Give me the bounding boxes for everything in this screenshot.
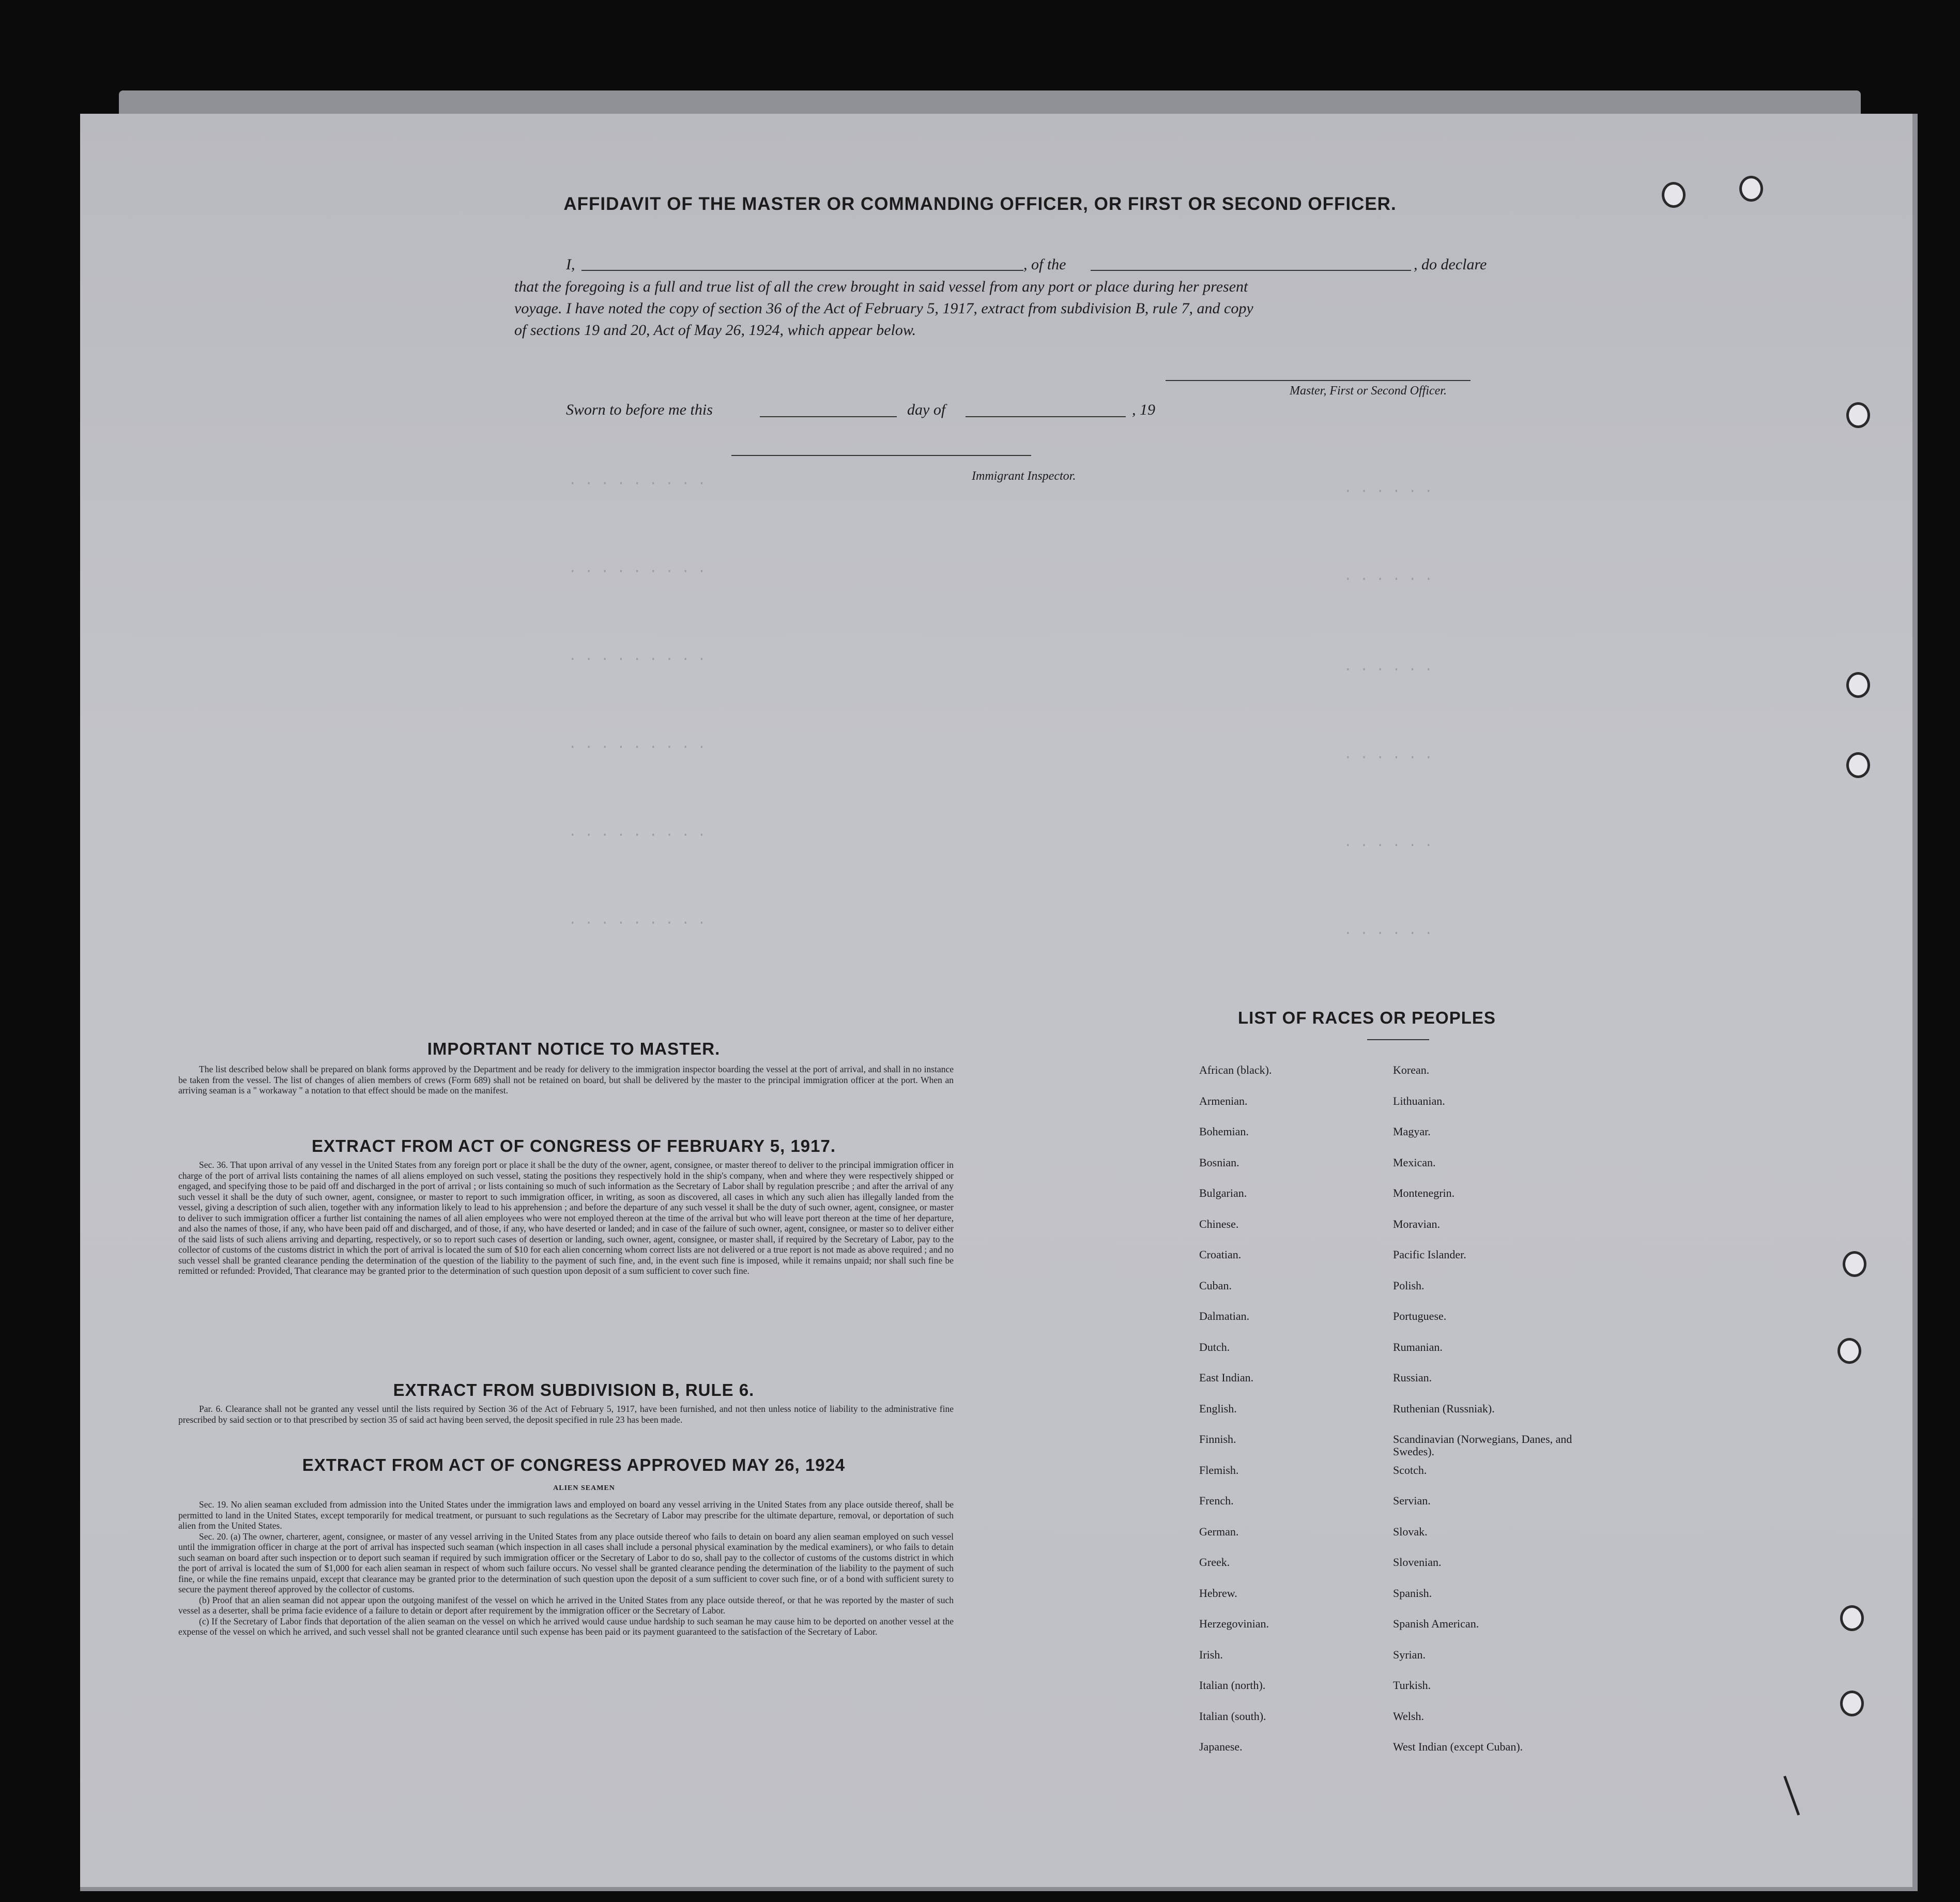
race-item: Bulgarian. [1199,1186,1247,1199]
affidavit-title: AFFIDAVIT OF THE MASTER OR COMMANDING OFFICER, OR FIRST OR SECOND OFFICER. [563,194,1397,214]
race-item: Portuguese. [1393,1310,1447,1322]
races-list-left [1199,1064,1396,1772]
vessel-name-field[interactable] [1091,270,1411,271]
race-item: Dalmatian. [1199,1310,1250,1322]
affidavit-line-2: that the foregoing is a full and true list of all the crew brought in said vessel from any port or place during her present [514,278,1248,295]
race-item: Russian. [1393,1371,1432,1384]
sec20b-paragraph: (b) Proof that an alien seaman did not appear upon the outgoing manifest of the vessel on which he arrived in the United States from any place outside thereof, or that he was reported by the master of such vessel as a deserter, shall be prima facie evidence of a failure to detain or deport after requirement by the immigration officer or the Secretary of Labor. [178,1594,954,1616]
sworn-month-field[interactable] [966,416,1126,417]
race-item: Montenegrin. [1393,1186,1455,1199]
race-item: Scandinavian (Norwegians, Danes, and Swedes). [1393,1433,1572,1458]
race-item: Slovak. [1393,1525,1428,1538]
extract-rule6-text [178,1404,954,1425]
race-item: Flemish. [1199,1463,1239,1477]
par6-paragraph: Par. 6. Clearance shall not be granted any vessel until the lists required by Section 36 of the Act of February 5, 1917, have been furnished, and not then unless notice of liability to the administrative fine prescribed by said section or to that prescribed by section 35 of said act having been served, the deposit specified in rule 23 has been made. [178,1404,954,1425]
race-item: West Indian (except Cuban). [1393,1740,1523,1753]
punch-hole [1840,1605,1864,1631]
race-item: Pacific Islander. [1393,1248,1466,1261]
race-item: Italian (south). [1199,1709,1266,1723]
sec19-paragraph: Sec. 19. No alien seaman excluded from admission into the United States under the immigration laws and employed on board any vessel arriving in the United States from any place outside thereof, shall be permitted to land in the United States, except temporarily for medical treatment, or pursuant to such regulations as the Secretary of Labor may prescribe for the ultimate departure, removal, or deportation of such alien from the United States. [178,1499,954,1531]
affidavit-declare-label: , do declare [1414,256,1487,273]
race-item: French. [1199,1494,1234,1507]
punch-hole [1840,1691,1864,1716]
sec36-paragraph: Sec. 36. That upon arrival of any vessel in the United States from any foreign port or place it shall be the duty of the owner, agent, consignee, or master thereof to deliver to the principal immigration officer in charge of the port of arrival lists containing the names of all aliens employed on such vessel, stating the positions they respectively hold in the ship's company, when and where they were respectively shipped or engaged, and specifying those to be paid off and discharged in the port of arrival ; or lists containing so much of such information as the Secretary of Labor shall by regulation prescribe ; and after the arrival of any such vessel it shall be the duty of such owner, agent, consignee, or master to report to such immigration officer, in writing, as soon as discovered, all cases in which any such alien has illegally landed from the vessel, giving a description of such alien, together with any information likely to lead to his apprehension ; and before the departure of any such vessel it shall be the duty of such owner, agent, consignee, or master to deliver to such immigration officer a further list containing the names of all alien employees who were not employed thereon at the time of the arrival but who will leave port thereon at the time of her departure, and also the names of those, if any, who have been paid off and discharged, and of those, if any, who have deserted or landed; and in case of the failure of such owner, agent, consignee, or master so to deliver either of the said lists of such aliens arriving and departing, respectively, or so to report such cases of desertion or landing, such owner, agent, consignee, or master shall, if required by the Secretary of Labor, pay to the collector of customs of the customs district in which the port of arrival is located the sum of $10 for each alien concerning whom correct lists are not delivered or a true report is not made as above required ; and no such vessel shall be granted clearance pending the determination of the question of the liability to the payment of such fine, and, in the event such fine is imposed, while it remains unpaid; nor shall such fine be remitted or refunded: Provided, That clearance may be granted prior to the determination of such question upon deposit of a sum sufficient to cover such fine. [178,1160,954,1276]
race-item: Scotch. [1393,1463,1427,1477]
race-item: African (black). [1199,1063,1272,1076]
extract-1924-title: EXTRACT FROM ACT OF CONGRESS APPROVED MAY 26, 1924 [302,1455,846,1474]
notice-title: IMPORTANT NOTICE TO MASTER. [427,1039,721,1058]
inspector-signature-field[interactable] [731,455,1031,456]
race-item: Armenian. [1199,1094,1248,1107]
race-item: Spanish American. [1393,1617,1479,1630]
sworn-day-field[interactable] [760,416,897,417]
race-item: Croatian. [1199,1248,1242,1261]
sec20a-paragraph: Sec. 20. (a) The owner, charterer, agent, consignee, or master of any vessel arriving in the United States from any place outside thereof who fails to detain on board any alien seaman employed on such vessel until the immigration officer in charge at the port of arrival has inspected such seaman (which inspection in all cases shall include a personal physical examination by the medical examiners), or who fails to detain such seaman on board after such inspection or to deport such seaman if required by such immigration officer or the Secretary of Labor to do so, shall pay to the collector of customs of the customs district in which the port of arrival is located the sum of $1,000 for each alien seaman in respect of whom such failure occurs. No vessel shall be granted clearance pending the determination of the liability to the payment of such fine, or while the fine remains unpaid, except that clearance may be granted prior to the determination of such question upon the deposit of a sum sufficient to cover such fine, or of a bond with sufficient surety to secure the payment thereof approved by the collector of customs. [178,1531,954,1594]
day-of-label: day of [907,401,946,418]
race-item: Chinese. [1199,1217,1239,1230]
race-item: Ruthenian (Russniak). [1393,1402,1495,1415]
affidavit-of-the-label: , of the [1023,256,1066,273]
sec20c-paragraph: (c) If the Secretary of Labor finds that deportation of the alien seaman on the vessel on which he arrived would cause undue hardship to such seaman he may cause him to be deported on another vessel at the expense of the vessel on which he arrived, and such vessel shall not be granted clearance until such expense has been paid or its payment guaranteed to the satisfaction of the Secretary of Labor. [178,1616,954,1637]
extract-1917-title: EXTRACT FROM ACT OF CONGRESS OF FEBRUARY 5, 1917. [311,1136,836,1155]
race-item: Dutch. [1199,1340,1230,1353]
races-title: LIST OF RACES OR PEOPLES [1238,1008,1496,1027]
master-signature-label: Master, First or Second Officer. [1290,384,1447,398]
race-item: Japanese. [1199,1740,1243,1753]
race-item: Bosnian. [1199,1155,1239,1169]
race-item: Turkish. [1393,1679,1431,1692]
notice-paragraph: The list described below shall be prepared on blank forms approved by the Department and be ready for delivery to the immigration inspector boarding the vessel at the port of arrival, and shall in no instance be taken from the vessel. The list of changes of alien members of crews (Form 689) shall not be retained on board, but shall be delivered by the master to the principal immigration officer at the port. When an arriving seaman is a " workaway " a notation to that effect should be made on the manifest. [178,1064,954,1095]
race-item: Herzegovinian. [1199,1617,1269,1630]
extract-1924-text [178,1499,954,1637]
punch-hole [1846,752,1870,778]
race-item: Finnish. [1199,1433,1236,1445]
races-title-rule [1367,1039,1429,1040]
punch-hole [1843,1251,1866,1277]
race-item: Rumanian. [1393,1340,1443,1353]
year-prefix-label: , 19 [1132,401,1155,418]
race-item: Syrian. [1393,1648,1426,1661]
race-item: Polish. [1393,1279,1425,1292]
race-item: Mexican. [1393,1155,1436,1169]
race-item: Irish. [1199,1648,1223,1661]
race-item: Hebrew. [1199,1586,1237,1600]
race-item: Magyar. [1393,1125,1431,1138]
punch-hole [1846,672,1870,698]
race-item: Greek. [1199,1556,1230,1569]
race-item: Korean. [1393,1063,1430,1076]
extract-1917-text [178,1160,954,1276]
race-item: English. [1199,1402,1237,1415]
affidavit-line-4: of sections 19 and 20, Act of May 26, 1924, which appear below. [514,322,916,339]
race-item: Cuban. [1199,1279,1232,1292]
race-item: Spanish. [1393,1586,1432,1600]
master-signature-field[interactable] [1166,380,1471,381]
officer-name-field[interactable] [581,270,1023,271]
race-item: Servian. [1393,1494,1431,1507]
inspector-signature-label: Immigrant Inspector. [972,469,1076,483]
race-item: German. [1199,1525,1239,1538]
race-item: East Indian. [1199,1371,1254,1384]
race-item: Welsh. [1393,1709,1424,1723]
race-item: Bohemian. [1199,1125,1249,1138]
notice-text [178,1064,954,1096]
races-list-right [1393,1064,1610,1772]
affidavit-i-label: I, [566,256,575,273]
punch-hole [1838,1338,1861,1364]
race-item: Slovenian. [1393,1556,1442,1569]
extract-rule6-title: EXTRACT FROM SUBDIVISION B, RULE 6. [393,1380,755,1399]
race-item: Lithuanian. [1393,1094,1445,1107]
alien-seamen-subtitle: ALIEN SEAMEN [553,1484,615,1492]
affidavit-line-3: voyage. I have noted the copy of section 36 of the Act of February 5, 1917, extract from subdivision B, rule 7, and copy [514,300,1253,317]
punch-hole [1846,402,1870,428]
race-item: Moravian. [1393,1217,1441,1230]
sworn-label: Sworn to before me this [566,401,713,418]
race-item: Italian (north). [1199,1679,1266,1692]
